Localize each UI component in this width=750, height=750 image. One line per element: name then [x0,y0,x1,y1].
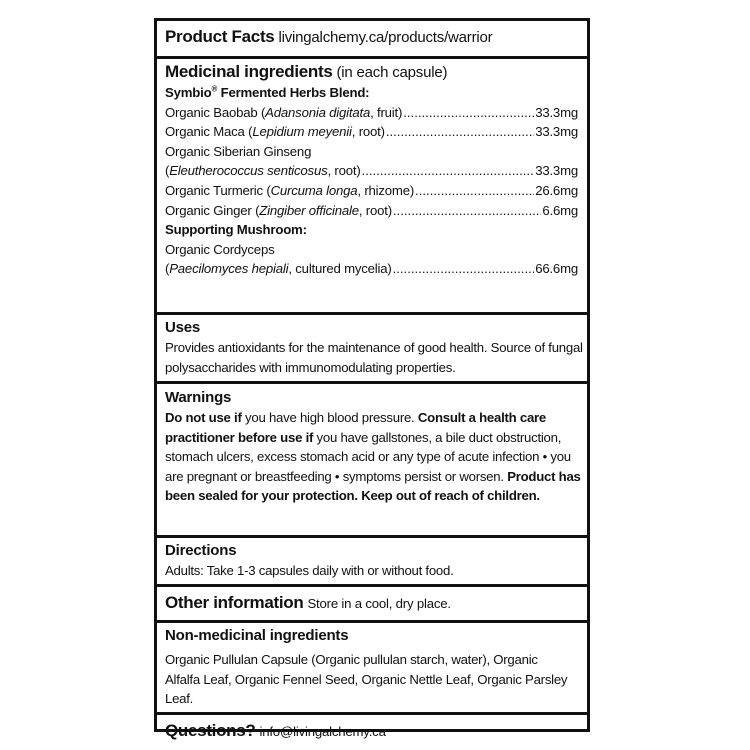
warnings-text: Do not use if you have high blood pressure. Consult a health care practitioner before use if you have gallstones, a bile duct obstruction, stomach ulcers, excess stomach acid or any type of acute infection • you are pregnant or breastfeeding • symptoms persist or worsen. Product has been sealed for your protection. Keep out of reach of children. [165,410,581,504]
other-information-text: Store in a cool, dry place. [307,596,451,611]
other-information-section [157,587,587,623]
other-information-line [165,593,587,614]
uses-heading: Uses [165,319,201,336]
medicinal-heading-line [165,62,587,83]
directions-section [157,538,587,587]
ingredient-cordyceps: Organic Cordyceps [165,241,275,257]
product-facts-heading: Product Facts [165,27,275,46]
questions-line [165,721,587,742]
uses-text: Provides antioxidants for the maintenance of good health. Source of fungal polysaccharides with immunomodulating properties. [165,340,583,375]
ingredient-dose: 33.3mg [535,124,578,140]
ingredient-siberian-ginseng: Organic Siberian Ginseng [165,143,312,159]
non-medicinal-section [157,623,587,715]
questions-heading: Questions? [165,721,256,740]
non-medicinal-text: Organic Pullulan Capsule (Organic pullulan starch, water), Organic Alfalfa Leaf, Organic Fennel Seed, Organic Nettle Leaf, Organic Parsley Leaf. [165,652,568,707]
uses-section [157,315,587,384]
medicinal-heading: Medicinal ingredients [165,62,333,81]
medicinal-ingredients-section [157,59,587,315]
ingredient-dose: 66.6mg [535,261,578,277]
ingredient-ginger: Organic Ginger (Zingiber officinale, root) ..... 6.6mg [165,201,578,221]
ingredient-dose: 26.6mg [535,182,578,198]
other-information-heading: Other information [165,593,304,612]
contact-email[interactable]: info@livingalchemy.ca [259,724,386,739]
mushroom-title: Supporting Mushroom: [165,222,307,238]
blend-title: Symbio® Fermented Herbs Blend: [165,84,370,100]
ingredient-paecilomyces: (Paecilomyces hepiali, cultured mycelia) ..... 66.6mg [165,259,578,279]
warnings-section [157,384,587,538]
product-facts-panel [154,18,590,740]
warnings-heading: Warnings [165,389,232,406]
ingredient-turmeric: Organic Turmeric (Curcuma longa, rhizome) ..... 26.6mg [165,181,578,201]
ingredient-maca: Organic Maca (Lepidium meyenii, root) ..... 33.3mg [165,122,578,142]
directions-heading: Directions [165,542,237,559]
medicinal-heading-note: (in each capsule) [336,64,448,81]
ingredient-dose: 33.3mg [535,104,578,120]
questions-section [157,715,587,749]
ingredient-dose: 6.6mg [542,202,578,218]
product-facts-title-line [165,27,587,48]
product-url: livingalchemy.ca/products/warrior [278,29,493,46]
ingredient-dose: 33.3mg [535,163,578,179]
non-medicinal-heading: Non-medicinal ingredients [165,627,349,644]
directions-text: Adults: Take 1-3 capsules daily with or without food. [165,563,454,578]
ingredient-eleutherococcus: (Eleutherococcus senticosus, root) ..... 33.3mg [165,161,578,181]
ingredient-baobab: Organic Baobab (Adansonia digitata, fruit) ..... 33.3mg [165,103,578,123]
product-facts-header [157,21,587,59]
